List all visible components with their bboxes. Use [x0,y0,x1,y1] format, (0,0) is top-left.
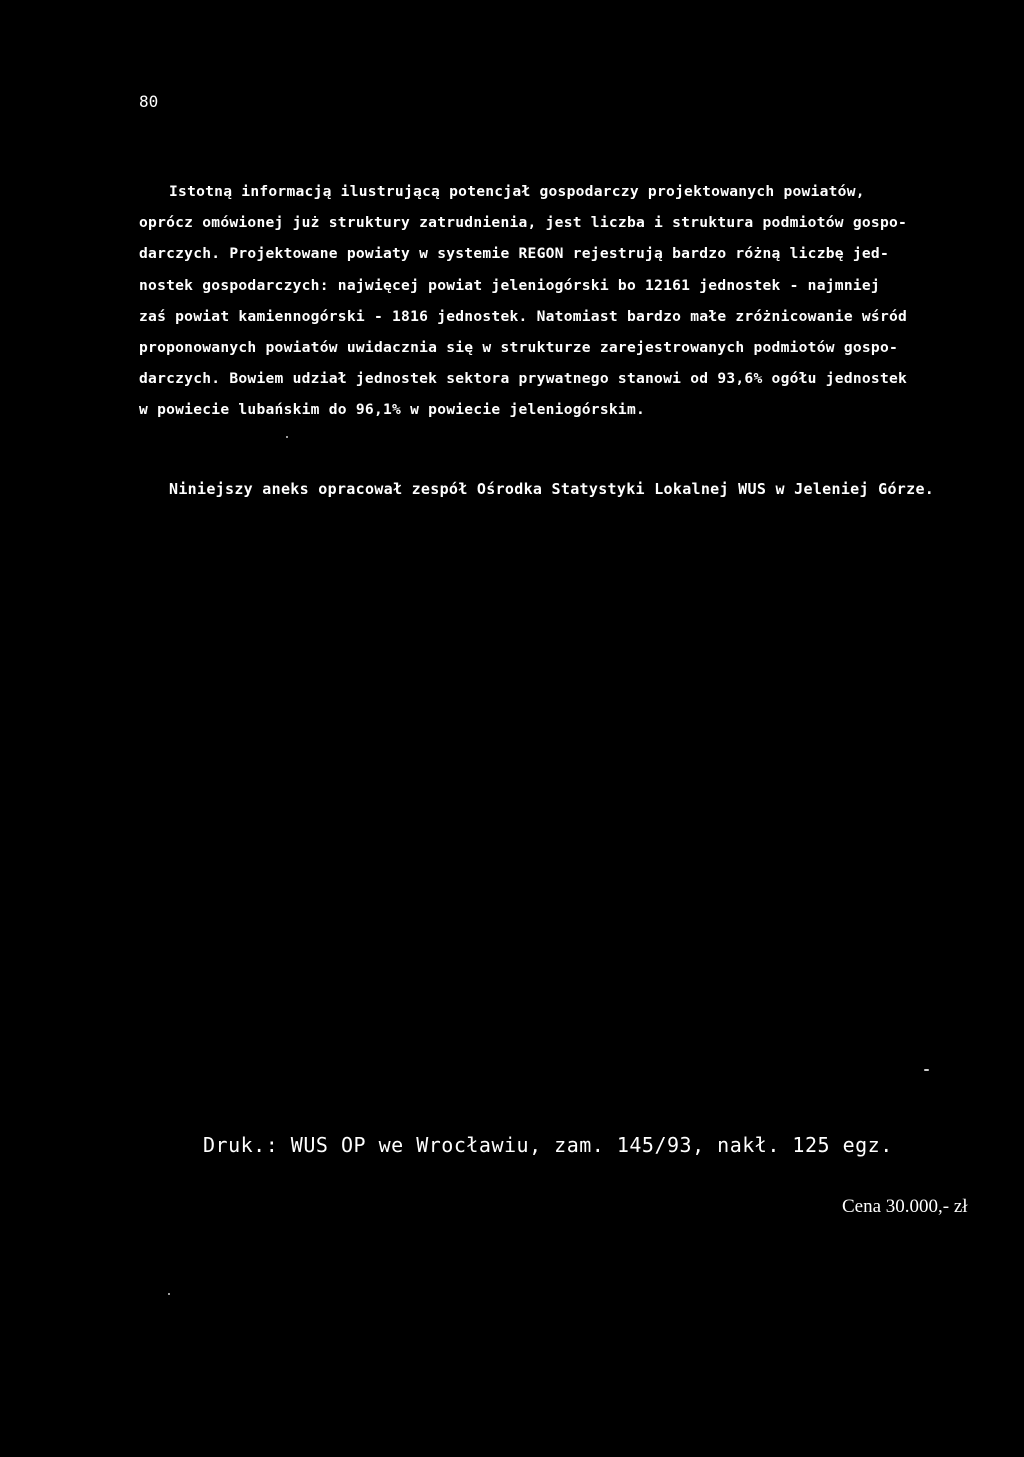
scan-speck [168,1293,170,1295]
price-label: Cena 30.000,- zł [842,1196,968,1217]
body-paragraph [139,178,999,428]
credit-line: Niniejszy aneks opracował zespół Ośrodka Statystyki Lokalnej WUS w Jeleniej Górze. [169,480,935,498]
paragraph-line: darczych. Bowiem udział jednostek sektora prywatnego stanowi od 93,6% ogółu jednostek [139,370,908,388]
paragraph-line: darczych. Projektowane powiaty w systemie REGON rejestrują bardzo różną liczbę jed- [139,245,890,263]
paragraph-line: oprócz omówionej już struktury zatrudnienia, jest liczba i struktura podmiotów gospo- [139,214,908,232]
paragraph-line: w powiecie lubańskim do 96,1% w powiecie jeleniogórskim. [139,401,646,419]
paragraph-line: zaś powiat kamiennogórski - 1816 jednostek. Natomiast bardzo małe zróżnicowanie wśród [139,307,908,325]
paragraph-line: Istotną informacją ilustrującą potencjał gospodarczy projektowanych powiatów, [169,183,865,200]
paragraph-line: proponowanych powiatów uwidacznia się w strukturze zarejestrowanych podmiotów gospo- [139,338,899,356]
scan-speck [924,1069,929,1071]
page-number: 80 [139,92,159,111]
scan-speck [286,436,288,438]
print-info: Druk.: WUS OP we Wrocławiu, zam. 145/93, nakł. 125 egz. [203,1133,893,1157]
paragraph-line: nostek gospodarczych: najwięcej powiat jeleniogórski bo 12161 jednostek - najmniej [139,276,880,294]
